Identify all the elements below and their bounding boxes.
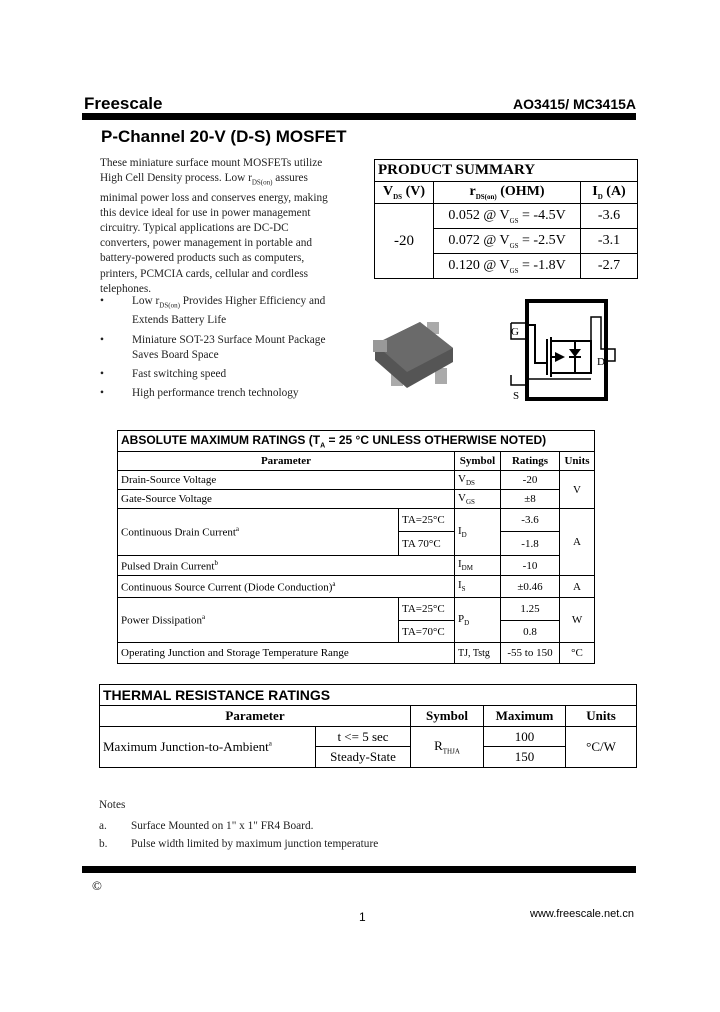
table-cell: TA=70°C xyxy=(399,621,455,643)
table-row xyxy=(118,509,595,532)
desc-line: circuitry. Typical applications are DC-DC xyxy=(100,222,289,235)
table-cell: -20 xyxy=(375,204,434,279)
desc-line: battery-powered products such as computers, xyxy=(100,252,305,265)
table-cell: V xyxy=(560,471,595,509)
table-cell: -1.8 xyxy=(501,532,560,556)
table-row xyxy=(100,727,637,747)
notes xyxy=(99,798,378,853)
table-cell: 0.120 @ $V_{GS} = -1.8V$ xyxy=(434,254,581,279)
table-row xyxy=(118,471,595,490)
table-cell: Maximum Junction-to-Ambient$^a$ xyxy=(100,727,316,768)
table-title: ABSOLUTE MAXIMUM RATINGS ($T_A = 25$ °C UNLESS OTHERWISE NOTED) xyxy=(118,431,595,452)
desc-line: printers, PCMCIA cards, cellular and cordless xyxy=(100,267,309,280)
feature-item: • High performance trench technology xyxy=(100,387,299,400)
feature-item: • Miniature SOT-23 Surface Mount Package Saves Board Space xyxy=(100,333,326,361)
table-cell: ±0.46 xyxy=(501,576,560,598)
table-cell: 0.072 @ $V_{GS} = -2.5V$ xyxy=(434,229,581,254)
note-item: b. Pulse width limited by maximum junction temperature xyxy=(99,838,379,851)
col-header: $I_D$ (A) xyxy=(581,182,638,204)
notes-title: Notes xyxy=(99,799,126,811)
table-cell: A xyxy=(560,509,595,576)
table-cell: Power Dissipation$^a$ xyxy=(118,598,399,643)
table-cell: -3.6 xyxy=(581,204,638,229)
table-cell: Maximum xyxy=(484,706,566,727)
table-cell: Continuous Drain Current$^a$ xyxy=(118,509,399,556)
description xyxy=(100,156,350,297)
table-cell: Pulsed Drain Current$^b$ xyxy=(118,556,455,576)
table-cell: 1.25 xyxy=(501,598,560,621)
table-cell: Gate-Source Voltage xyxy=(118,490,455,509)
table-cell: Units xyxy=(560,452,595,471)
website-link[interactable]: www.freescale.net.cn xyxy=(530,908,634,920)
product-summary-table xyxy=(374,159,638,279)
table-cell: $V_{DS}$ xyxy=(455,471,501,490)
table-cell: Units xyxy=(566,706,637,727)
desc-line: telephones. xyxy=(100,282,152,295)
table-cell: W xyxy=(560,598,595,643)
table-row xyxy=(375,204,638,229)
table-cell: TA=25°C xyxy=(399,509,455,532)
source-label: S xyxy=(513,390,520,402)
col-header: $r_{DS(on)}$ (OHM) xyxy=(434,182,581,204)
table-cell: °C xyxy=(560,643,595,664)
table-cell: 0.052 @ $V_{GS} = -4.5V$ xyxy=(434,204,581,229)
table-cell: Steady-State xyxy=(316,747,411,768)
table-row xyxy=(118,643,595,664)
table-row xyxy=(118,556,595,576)
table-title: PRODUCT SUMMARY xyxy=(375,160,638,182)
desc-line: minimal power loss and conserves energy, making xyxy=(100,191,328,204)
table-cell: Ratings xyxy=(501,452,560,471)
table-cell: -3.6 xyxy=(501,509,560,532)
table-row xyxy=(118,576,595,598)
absolute-maximum-ratings-table xyxy=(117,430,595,664)
table-cell: $I_S$ xyxy=(455,576,501,598)
table-cell: TA 70°C xyxy=(399,532,455,556)
table-cell: TJ, Tstg xyxy=(455,643,501,664)
table-cell: Operating Junction and Storage Temperature Range xyxy=(118,643,455,664)
table-cell: A xyxy=(560,576,595,598)
table-cell: Symbol xyxy=(411,706,484,727)
page-number: 1 xyxy=(359,910,366,924)
table-cell: TA=25°C xyxy=(399,598,455,621)
desc-line: These miniature surface mount MOSFETs utilize xyxy=(100,157,323,169)
table-row xyxy=(118,490,595,509)
feature-item: • Low $r_{DS(on)}$ Provides Higher Efficiency and Extends Battery Life xyxy=(100,295,326,327)
table-cell: $I_D$ xyxy=(455,509,501,556)
drain-label: D xyxy=(597,356,605,368)
table-cell: °C/W xyxy=(566,727,637,768)
table-cell: -10 xyxy=(501,556,560,576)
table-cell: Continuous Source Current (Diode Conduction)$^a$ xyxy=(118,576,455,598)
gate-label: G xyxy=(511,326,519,338)
table-cell: $V_{GS}$ xyxy=(455,490,501,509)
desc-line: High Cell Density process. Low $r_{DS(on)}$ assures xyxy=(100,172,308,187)
table-cell: $P_D$ xyxy=(455,598,501,643)
header-divider xyxy=(82,113,636,120)
table-cell: $I_{DM}$ xyxy=(455,556,501,576)
table-cell: Parameter xyxy=(100,706,411,727)
feature-list xyxy=(100,294,360,401)
mosfet-schematic xyxy=(505,297,620,405)
footer-divider xyxy=(82,866,636,873)
sot23-package-image xyxy=(365,300,465,400)
copyright-symbol: © xyxy=(92,878,102,893)
table-cell: 150 xyxy=(484,747,566,768)
table-cell: ±8 xyxy=(501,490,560,509)
table-cell: Drain-Source Voltage xyxy=(118,471,455,490)
desc-line: converters, power management in portable and xyxy=(100,237,313,250)
feature-item: • Fast switching speed xyxy=(100,368,227,381)
table-cell: -2.7 xyxy=(581,254,638,279)
table-row xyxy=(118,598,595,621)
desc-line: this device ideal for use in power management xyxy=(100,206,311,219)
table-cell: -3.1 xyxy=(581,229,638,254)
table-cell: -55 to 150 xyxy=(501,643,560,664)
table-cell: $R_{THJA}$ xyxy=(411,727,484,768)
table-cell: -20 xyxy=(501,471,560,490)
brand-name: Freescale xyxy=(84,94,163,113)
page-title: P-Channel 20-V (D-S) MOSFET xyxy=(101,127,347,146)
table-cell: 0.8 xyxy=(501,621,560,643)
col-header: $V_{DS}$ (V) xyxy=(375,182,434,204)
thermal-resistance-table xyxy=(99,684,637,768)
table-cell: 100 xyxy=(484,727,566,747)
table-cell: Parameter xyxy=(118,452,455,471)
table-cell: Symbol xyxy=(455,452,501,471)
note-item: a. Surface Mounted on 1" x 1" FR4 Board. xyxy=(99,820,314,833)
part-number: AO3415/ MC3415A xyxy=(513,96,636,112)
table-cell: t <= 5 sec xyxy=(316,727,411,747)
table-title: THERMAL RESISTANCE RATINGS xyxy=(100,685,637,706)
